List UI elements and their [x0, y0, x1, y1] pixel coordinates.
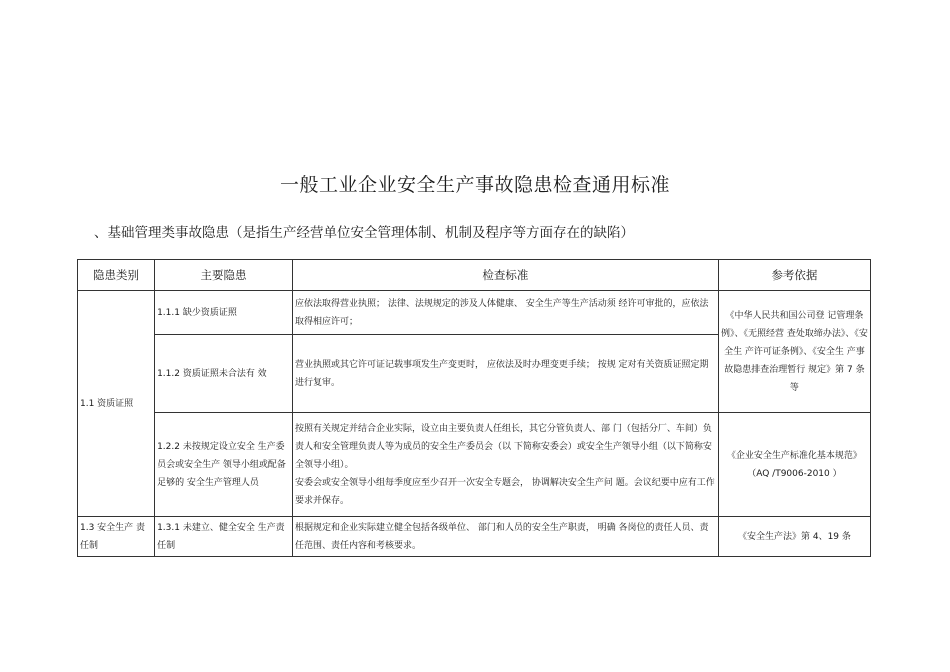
category-cell: 1.1 资质证照	[78, 291, 155, 517]
table-row	[78, 517, 871, 557]
header-category: 隐患类别	[78, 260, 155, 291]
hazard-cell: 1.1.1 缺少资质证照	[155, 291, 293, 335]
inspection-standard-table	[77, 259, 871, 557]
section-heading: 、基础管理类事故隐患（是指生产经营单位安全管理体制、机制及程序等方面存在的缺陷）	[94, 225, 634, 241]
header-check-standard: 检查标准	[292, 260, 718, 291]
table-row	[78, 291, 871, 335]
reference-cell: 《企业安全生产标准化基本规范》 （AQ /T9006-2010 ）	[718, 413, 870, 517]
reference-cell: 《安全生产法》第 4、19 条	[718, 517, 870, 557]
standard-cell: 按照有关规定并结合企业实际，设立由主要负责人任组长，其它分管负责人、部 门（包括分厂、车间）负责人和安全管理负责人等为成员的安全生产委员会（以 下简称安委会）或安全生产领导小组（以下简称安全领导小组）。 安委会或安全领导小组每季度应至少召开一次安全专题会， 协调解决安全生产问 题。会议纪要中应有工作要求并保存。	[292, 413, 718, 517]
hazard-cell: 1.1.2 资质证照未合法有 效	[155, 335, 293, 413]
header-main-hazard: 主要隐患	[155, 260, 293, 291]
category-cell: 1.3 安全生产 责任制	[78, 517, 155, 557]
standard-cell: 应依法取得营业执照； 法律、法规规定的涉及人体健康、 安全生产等生产活动须 经许可审批的，应依法取得相应许可；	[292, 291, 718, 335]
standard-cell: 营业执照或其它许可证记载事项发生产变更时， 应依法及时办理变更手续； 按规 定对有关资质证照定期进行复审。	[292, 335, 718, 413]
reference-cell: 《中华人民共和国公司登 记管理条例》、《无照经营 查处取缔办法》、《安全生 产许可证条例》、《安全生 产事故隐患排查治理暂行 规定》第 7 条等	[718, 291, 870, 413]
document-title: 一般工业企业安全生产事故隐患检查通用标准	[279, 174, 670, 196]
header-reference: 参考依据	[718, 260, 870, 291]
table-row	[78, 413, 871, 517]
standard-cell: 根据规定和企业实际建立健全包括各级单位、 部门和人员的安全生产职责， 明确 各岗位的责任人员、责任范围、责任内容和考核要求。	[292, 517, 718, 557]
hazard-cell: 1.3.1 未建立、健全安全 生产责任制	[155, 517, 293, 557]
hazard-cell: 1.2.2 未按规定设立安全 生产委员会或安全生产 领导小组或配备足够的 安全生产管理人员	[155, 413, 293, 517]
table-header-row	[78, 260, 871, 291]
